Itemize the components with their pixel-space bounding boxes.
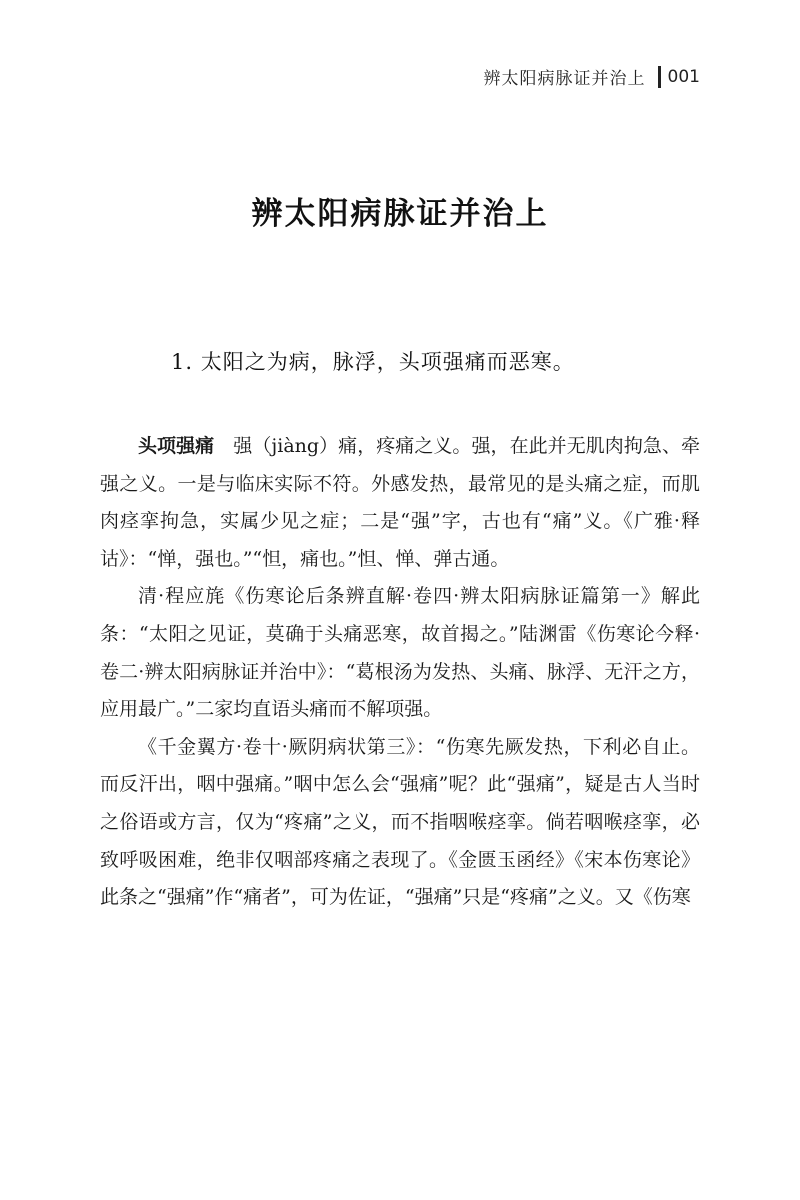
- paragraph-text: 《千金翼方·卷十·厥阴病状第三》：“伤寒先厥发热，下利必自止。而反汗出，咽中强痛。”咽中怎么会“强痛”呢？此“强痛”，疑是古人当时之俗语或方言，仅为“疼痛”之义，而不指咽喉痉挛。倘若咽喉痉挛，必致呼吸困难，绝非仅咽部疼痛之表现了。《金匮玉函经》《宋本伤寒论》此条之“强痛”作“痛者”，可为佐证，“强痛”只是“疼痛”之义。又《伤寒: [100, 735, 700, 909]
- term-heading: 头项强痛: [138, 435, 215, 457]
- page-number: 001: [667, 66, 700, 87]
- paragraph: [100, 729, 700, 917]
- paragraph-text: 强（jiàng）痛，疼痛之义。强，在此并无肌肉拘急、牵强之义。一是与临床实际不符。外感发热，最常见的是头痛之症，而肌肉痉挛拘急，实属少见之症；二是“强”字，古也有“痛”义。《广雅·释诂》：“惮，强也。”“怛，痛也。”怛、惮、弹古通。: [100, 435, 700, 570]
- paragraph: [100, 578, 700, 728]
- running-header: [484, 64, 700, 89]
- body-text: [100, 428, 700, 917]
- paragraph-text: 清·程应旄《伤寒论后条辨直解·卷四·辨太阳病脉证篇第一》解此条：“太阳之见证，莫确于头痛恶寒，故首揭之。”陆渊雷《伤寒论今释·卷二·辨太阳病脉证并治中》：“葛根汤为发热、头痛、脉浮、无汗之方，应用最广。”二家均直语头痛而不解项强。: [100, 585, 700, 721]
- chapter-title: 辨太阳病脉证并治上: [251, 196, 549, 232]
- clause-text: 1. 太阳之为病，脉浮，头项强痛而恶寒。: [171, 350, 575, 374]
- running-header-title: 辨太阳病脉证并治上: [483, 69, 646, 89]
- header-separator: [658, 66, 661, 88]
- paragraph: [100, 428, 700, 578]
